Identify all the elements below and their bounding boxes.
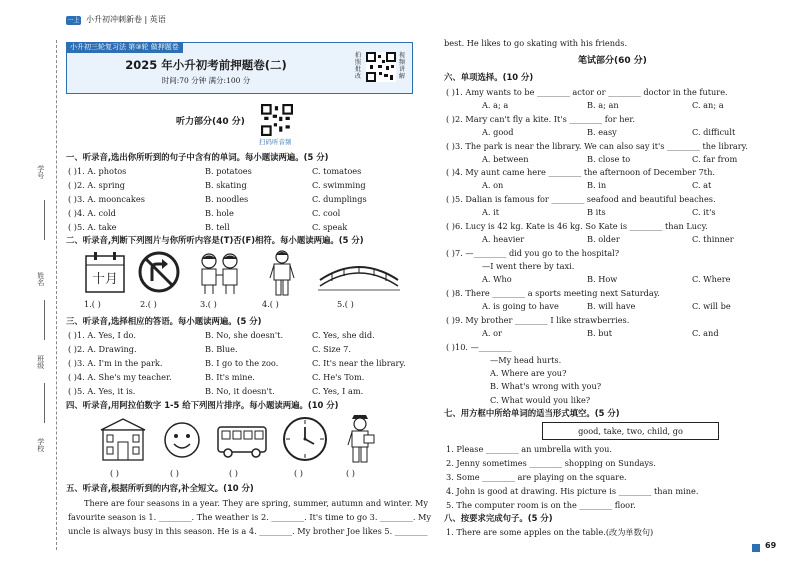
calendar-icon [84, 250, 126, 294]
choice-a: A. is going to have [482, 301, 559, 311]
option-a: ( )2. A. Drawing. [68, 344, 137, 354]
series-tag: 一上 [67, 17, 80, 24]
option-b: B. No, she doesn't. [205, 330, 284, 340]
fill-item-4: 4. John is good at drawing. His picture is ________ than mine. [446, 486, 699, 496]
choice-b: B. close to [587, 154, 631, 164]
order-label-1: ( ) [110, 468, 119, 478]
option-b: B. skating [205, 180, 247, 190]
question-10: ( )10. —________ [446, 342, 512, 352]
picture-label-1: 1.( ) [84, 299, 101, 309]
page-marker [752, 544, 760, 552]
no-turn-sign-icon [138, 251, 180, 293]
choice-b: B. but [587, 328, 613, 338]
option-b: B. It's mine. [205, 372, 255, 382]
choice-c: C. difficult [692, 127, 736, 137]
word-bank-box: good, take, two, child, go [542, 422, 719, 440]
choice-c: C. at [692, 180, 712, 190]
option-c: C. tomatoes [312, 166, 362, 176]
question-1: ( )1. Amy wants to be ________ actor or ________ doctor in the future. [446, 87, 728, 97]
postman-icon [344, 413, 376, 463]
question-9: ( )9. My brother ________ I like strawberries. [446, 315, 630, 325]
choice-a: A. heavier [482, 234, 525, 244]
exam-subtitle: 时间:70 分钟 满分:100 分 [161, 76, 251, 85]
audio-qr-caption: 扫码听音频 [259, 138, 292, 146]
picture-label-2: 2.( ) [140, 299, 157, 309]
children-icon [194, 251, 246, 295]
passage-line: uncle is always busy in this season. He is a 4. ________. My brother Joe likes 5. ________ [68, 526, 428, 536]
option-b: B. tell [205, 222, 230, 232]
fill-item-5: 5. The computer room is on the ________ floor. [446, 500, 636, 510]
option-a: ( )4. A. She's my teacher. [68, 372, 172, 382]
calendar-text: 十月 [91, 272, 119, 287]
option-c: C. speak [312, 222, 348, 232]
smiley-face-icon [163, 421, 201, 459]
option-b: B. Blue. [205, 344, 238, 354]
option-c: C. It's near the library. [312, 358, 406, 368]
question-2: ( )2. Mary can't fly a kite. It's ________ for her. [446, 114, 635, 124]
passage-line: favourite season is 1. ________. The weather is 2. ________. It's time to go 3. ________. My [68, 512, 432, 522]
transform-item-1: 1. There are some apples on the table.(改为单数句) [446, 527, 654, 537]
bus-icon [216, 424, 268, 460]
question-3: ( )3. The park is near the library. We can also say it's ________ the library. [446, 141, 748, 151]
binding-dash [44, 300, 45, 340]
option-b: B. No, it doesn't. [205, 386, 275, 396]
bridge-icon [318, 260, 400, 292]
binding-label-name: 姓名 [36, 272, 45, 286]
section-8-heading: 八、按要求完成句子。(5 分) [444, 513, 553, 523]
choice-b: B. will have [587, 301, 636, 311]
order-label-2: ( ) [170, 468, 179, 478]
binding-label-school: 学校 [36, 438, 45, 452]
choice-a: A. or [482, 328, 502, 338]
option-b: B. noodles [205, 194, 249, 204]
option-a: ( )3. A. mooncakes [68, 194, 145, 204]
section-5-heading: 五、听录音,根据所听到的内容,补全短文。(10 分) [66, 483, 254, 493]
option-c: C. Size 7. [312, 344, 351, 354]
choice-a: A. Where are you? [490, 368, 567, 378]
section-7-heading: 七、用方框中所给单词的适当形式填空。(5 分) [444, 408, 620, 418]
question-7: ( )7. —________ did you go to the hospital? [446, 248, 620, 258]
binding-label-class: 班级 [36, 355, 45, 369]
passage-continuation: best. He likes to go skating with his friends. [444, 38, 628, 48]
question-4: ( )4. My aunt came here ________ the afternoon of December 7th. [446, 167, 715, 177]
option-b: B. potatoes [205, 166, 252, 176]
qr-code-icon [366, 52, 396, 82]
order-label-4: ( ) [294, 468, 303, 478]
man-icon [268, 250, 296, 296]
question-7-reply: —I went there by taxi. [482, 261, 575, 271]
choice-a: A. between [482, 154, 529, 164]
choice-a: A. Who [482, 274, 512, 284]
writing-title: 笔试部分(60 分) [578, 56, 647, 66]
option-a: ( )3. A. I'm in the park. [68, 358, 163, 368]
question-10-reply: —My head hurts. [490, 355, 562, 365]
option-a: ( )4. A. cold [68, 208, 116, 218]
choice-b: B. older [587, 234, 620, 244]
option-a: ( )5. A. Yes, it is. [68, 386, 136, 396]
fill-item-1: 1. Please ________ an umbrella with you. [446, 444, 613, 454]
choice-a: A. on [482, 180, 504, 190]
choice-b: B its [587, 207, 606, 217]
picture-label-3: 3.( ) [200, 299, 217, 309]
binding-line [56, 40, 57, 550]
choice-c: C. an; a [692, 100, 724, 110]
order-label-3: ( ) [229, 468, 238, 478]
choice-c: C. thinner [692, 234, 734, 244]
choice-a: A. good [482, 127, 514, 137]
question-8: ( )8. There ________ a sports meeting next Saturday. [446, 288, 660, 298]
option-a: ( )1. A. Yes, I do. [68, 330, 136, 340]
choice-c: C. it's [692, 207, 716, 217]
section-2-heading: 二、听录音,判断下列图片与你所听内容是(T)否(F)相符。每小题读两遍。(5 分) [66, 235, 364, 245]
option-c: C. Yes, I am. [312, 386, 364, 396]
order-label-5: ( ) [346, 468, 355, 478]
choice-b: B. easy [587, 127, 617, 137]
option-c: C. He's Tom. [312, 372, 365, 382]
choice-c: C. What would you like? [490, 395, 591, 405]
audio-qr-code-icon [261, 104, 293, 136]
choice-b: B. a; an [587, 100, 619, 110]
choice-a: A. a; a [482, 100, 509, 110]
question-5: ( )5. Dalian is famous for ________ seafood and beautiful beaches. [446, 194, 716, 204]
choice-c: C. far from [692, 154, 738, 164]
option-c: C. Yes, she did. [312, 330, 375, 340]
choice-b: B. What's wrong with you? [490, 381, 602, 391]
binding-label-number: 学号 [36, 165, 45, 179]
option-b: B. I go to the zoo. [205, 358, 279, 368]
binding-dash [44, 200, 45, 240]
option-a: ( )2. A. spring [68, 180, 126, 190]
picture-label-4: 4.( ) [262, 299, 279, 309]
qr-right-label: 视频讲解 [399, 52, 406, 80]
option-c: C. swimming [312, 180, 366, 190]
option-c: C. cool [312, 208, 341, 218]
section-6-heading: 六、单项选择。(10 分) [444, 72, 534, 82]
clock-icon [282, 416, 328, 462]
listening-title: 听力部分(40 分) [176, 117, 245, 127]
choice-b: B. in [587, 180, 607, 190]
choice-b: B. How [587, 274, 618, 284]
page-title: 2025 年小升初考前押题卷(二) [125, 58, 287, 72]
binding-dash [44, 383, 45, 423]
fill-item-3: 3. Some ________ are playing on the square. [446, 472, 627, 482]
fill-item-2: 2. Jenny sometimes ________ shopping on Sundays. [446, 458, 656, 468]
option-c: C. dumplings [312, 194, 367, 204]
choice-a: A. it [482, 207, 500, 217]
choice-c: C. Where [692, 274, 731, 284]
series-title: 小升初冲刺新卷 | 英语 [86, 15, 166, 24]
page-number: 69 [765, 541, 777, 550]
option-a: ( )1. A. photos [68, 166, 127, 176]
section-3-heading: 三、听录音,选择相应的答语。每小题读两遍。(5 分) [66, 316, 262, 326]
section-4-heading: 四、听录音,用阿拉伯数字 1-5 给下列图片排序。每小题读两遍。(10 分) [66, 400, 339, 410]
option-a: ( )5. A. take [68, 222, 117, 232]
qr-left-label: 拍照批改 [355, 52, 362, 80]
picture-label-5: 5.( ) [337, 299, 354, 309]
passage-line: There are four seasons in a year. They are spring, summer, autumn and winter. My [84, 498, 429, 508]
section-1-heading: 一、听录音,选出你所听到的句子中含有的单词。每小题读两遍。(5 分) [66, 152, 329, 162]
choice-c: C. will be [692, 301, 731, 311]
option-b: B. hole [205, 208, 234, 218]
banner-strip: 小升初三轮复习法 第③轮 做押题卷 [66, 42, 183, 53]
question-6: ( )6. Lucy is 42 kg. Kate is 46 kg. So Kate is ________ than Lucy. [446, 221, 708, 231]
building-icon [98, 416, 148, 462]
choice-c: C. and [692, 328, 719, 338]
